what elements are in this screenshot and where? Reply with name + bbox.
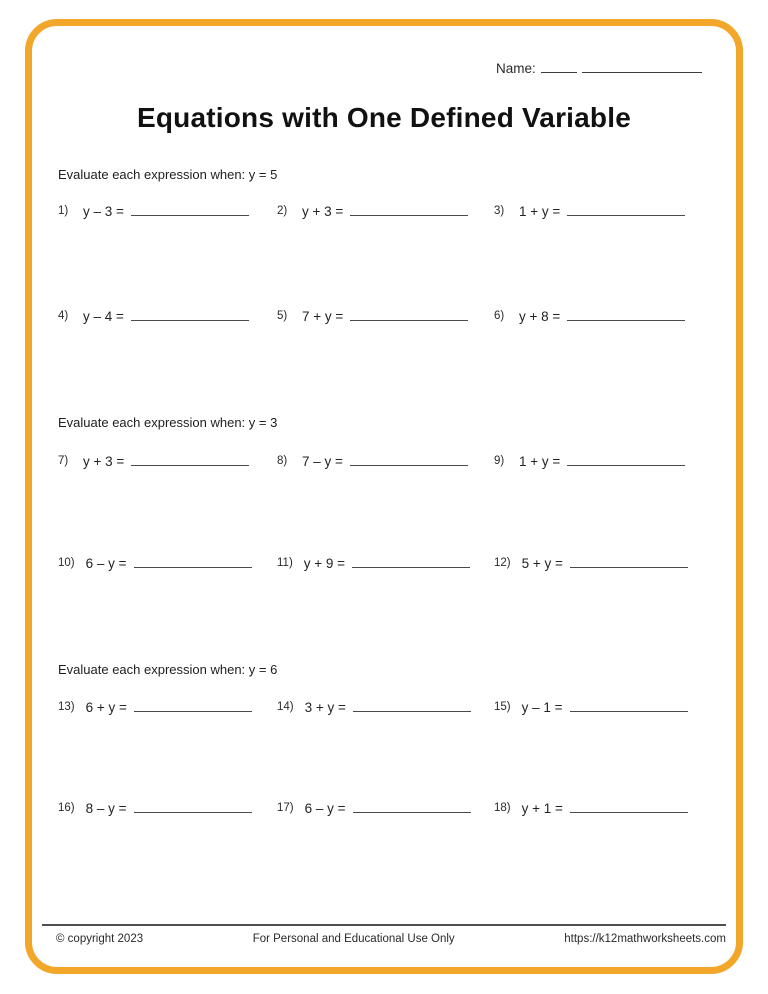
problem-13 (58, 698, 252, 717)
problem-number: 1) (58, 205, 69, 217)
answer-blank (134, 698, 252, 712)
problem-expression: 7 – y = (302, 454, 343, 469)
problem-10 (58, 554, 252, 573)
problem-number: 18) (494, 802, 511, 814)
section-instruction: Evaluate each expression when: y = 6 (58, 662, 278, 677)
problem-number: 7) (58, 455, 69, 467)
problem-number: 4) (58, 310, 69, 322)
answer-blank (570, 799, 688, 813)
page-title: Equations with One Defined Variable (137, 102, 631, 133)
problem-expression: y – 3 = (83, 204, 124, 219)
problem-17 (277, 799, 471, 818)
problem-expression: 3 + y = (304, 700, 346, 715)
problem-18 (494, 799, 688, 818)
problem-15 (494, 698, 688, 717)
problem-row (0, 799, 768, 821)
problem-number: 5) (277, 310, 288, 322)
problem-16 (58, 799, 252, 818)
problem-number: 11) (277, 557, 293, 569)
name-label: Name: (496, 61, 536, 76)
problem-expression: y + 3 = (302, 204, 344, 219)
answer-blank (570, 554, 688, 568)
problem-expression: y + 9 = (303, 556, 346, 571)
copyright-text: © copyright 2023 (56, 933, 144, 945)
problem-11 (277, 554, 470, 573)
answer-blank (567, 452, 685, 466)
problem-expression: 6 – y = (304, 801, 346, 816)
answer-blank (570, 698, 688, 712)
problem-number: 13) (58, 701, 75, 713)
problem-3 (494, 202, 685, 221)
problem-number: 2) (277, 205, 288, 217)
problem-expression: y + 1 = (521, 801, 563, 816)
answer-blank (134, 799, 252, 813)
problem-number: 9) (494, 455, 505, 467)
answer-blank (134, 554, 252, 568)
problem-9 (494, 452, 685, 471)
problem-number: 8) (277, 455, 288, 467)
problem-number: 3) (494, 205, 505, 217)
problem-2 (277, 202, 468, 221)
name-blank-line (582, 59, 702, 73)
problem-7 (58, 452, 249, 471)
problem-expression: y + 8 = (519, 309, 561, 324)
answer-blank (131, 202, 249, 216)
problem-expression: 6 + y = (85, 700, 127, 715)
problem-number: 6) (494, 310, 505, 322)
answer-blank (350, 452, 468, 466)
problem-1 (58, 202, 249, 221)
problem-5 (277, 307, 468, 326)
answer-blank (350, 307, 468, 321)
problem-expression: 8 – y = (85, 801, 127, 816)
usage-text: For Personal and Educational Use Only (252, 933, 455, 945)
answer-blank (131, 452, 249, 466)
problem-number: 17) (277, 802, 294, 814)
name-blank-line (541, 59, 577, 73)
problem-number: 10) (58, 557, 75, 569)
problem-number: 14) (277, 701, 294, 713)
problem-12 (494, 554, 688, 573)
answer-blank (353, 698, 471, 712)
problem-number: 12) (494, 557, 511, 569)
problem-4 (58, 307, 249, 326)
problem-row (0, 452, 768, 474)
answer-blank (131, 307, 249, 321)
problem-row (0, 554, 768, 576)
problem-expression: y – 4 = (83, 309, 124, 324)
problem-expression: 6 – y = (85, 556, 127, 571)
footer-divider (42, 924, 726, 926)
problem-14 (277, 698, 471, 717)
problem-expression: y + 3 = (83, 454, 125, 469)
problem-row (0, 698, 768, 720)
answer-blank (567, 307, 685, 321)
problem-number: 16) (58, 802, 75, 814)
problem-expression: y – 1 = (521, 700, 563, 715)
problem-6 (494, 307, 685, 326)
problem-expression: 1 + y = (519, 204, 561, 219)
answer-blank (352, 554, 470, 568)
problem-number: 15) (494, 701, 511, 713)
answer-blank (567, 202, 685, 216)
section-instruction: Evaluate each expression when: y = 5 (58, 167, 278, 182)
name-field (496, 59, 702, 76)
website-url: https://k12mathworksheets.com (564, 933, 726, 945)
answer-blank (350, 202, 468, 216)
problem-expression: 1 + y = (519, 454, 561, 469)
section-instruction: Evaluate each expression when: y = 3 (58, 415, 278, 430)
problem-row (0, 307, 768, 329)
problem-row (0, 202, 768, 224)
footer (56, 933, 726, 945)
problem-expression: 7 + y = (302, 309, 344, 324)
page-border (25, 19, 743, 974)
answer-blank (353, 799, 471, 813)
problem-expression: 5 + y = (521, 556, 563, 571)
problem-8 (277, 452, 468, 471)
